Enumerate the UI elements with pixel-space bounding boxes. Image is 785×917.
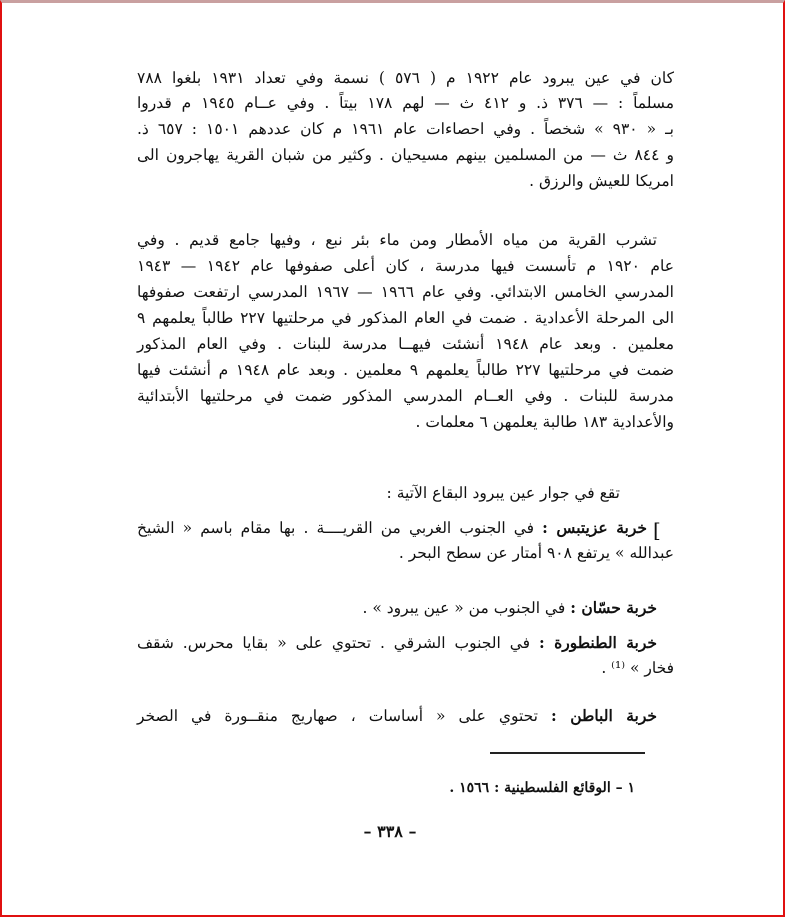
- text-line: المدرسي الخامس الابتدائي. وفي عام ١٩٦٦ — ١٩٦٧ المدرسي ارتفعت صفوفها: [137, 283, 674, 301]
- text-line: تشرب القرية من مياه الأمطار ومن ماء بئر نبع ، وفيها جامع قديم . وفي: [137, 231, 657, 249]
- text-line: [137, 705, 657, 727]
- text-line: كان في عين يبرود عام ١٩٢٢ م ( ٥٧٦ ) نسمة وفي تعداد ١٩٣١ بلغوا ٧٨٨: [137, 69, 674, 87]
- text-line: ضمت في مرحلتيها ٢٢٧ طالباً يعلمهم ٩ معلمين . وبعد عام ١٩٤٨ م أنشئت فيها: [137, 361, 674, 379]
- site-desc: في الجنوب الشرقي . تحتوي على « بقايا محرس. شقف: [137, 634, 531, 652]
- site-name: خربة الطنطورة :: [538, 633, 658, 652]
- text-line: الى المرحلة الأعدادية . ضمت في العام المذكور في مرحلتيها ٢٢٧ طالباً يعلمهم ٩: [137, 309, 675, 327]
- text-line: و ٨٤٤ ث — من المسلمين بينهم مسيحيان . وكثير من شبان القرية يهاجرون الى: [137, 146, 674, 164]
- text-line: [137, 517, 647, 539]
- site-desc: في الجنوب من « عين يبرود » .: [362, 599, 566, 617]
- text-line: والأعدادية ١٨٣ طالبة يعلمهن ٦ معلمات .: [415, 413, 674, 431]
- site-name: خربة عزيتبس :: [542, 518, 647, 537]
- text-line: معلمين . وبعد عام ١٩٤٨ أنشئت فيهــا مدرسة للبنات . وفي العام المذكور: [137, 335, 675, 353]
- text-line: عبدالله » يرتفع ٩٠٨ أمتار عن سطح البحر .: [398, 544, 674, 562]
- site-desc: تحتوي على « أساسات ، صهاريج منقــورة في الصخر: [137, 707, 538, 725]
- footnote: ١ – الوقائع الفلسطينية : ١٥٦٦ .: [449, 780, 635, 796]
- text-line: فخار » ⁽¹⁾ .: [601, 659, 674, 677]
- site-desc: في الجنوب الغربي من القريــــة . بها مقام باسم « الشيخ: [137, 519, 535, 537]
- footnote-divider: [490, 752, 645, 754]
- site-name: خربة الباطن :: [551, 706, 657, 725]
- site-name: خربة حسّان :: [570, 598, 657, 617]
- bracket-mark: [: [653, 518, 661, 542]
- text-line: عام ١٩٢٠ م تأسست فيها مدرسة ، كان أعلى صفوفها عام ١٩٤٢ — ١٩٤٣: [137, 257, 674, 275]
- text-line: مسلماً : — ٣٧٦ ذ. و ٤١٢ ث — لهم ١٧٨ بيتاً . وفي عــام ١٩٤٥ م قدروا: [137, 94, 675, 112]
- text-line: [137, 597, 657, 619]
- page-number: – ٣٣٨ –: [363, 822, 417, 841]
- sites-intro: تقع في جوار عين يبرود البقاع الآتية :: [386, 484, 620, 502]
- text-line: امريكا للعيش والرزق .: [529, 172, 674, 190]
- text-line: [137, 632, 657, 654]
- text-line: بـ « ٩٣٠ » شخصاً . وفي احصاءات عام ١٩٦١ م كان عددهم ١٥٠١ : ٦٥٧ ذ.: [137, 120, 674, 138]
- text-line: مدرسة للبنات . وفي العــام المدرسي المذكور ضمت في مرحلتيها الأبتدائية: [137, 387, 674, 405]
